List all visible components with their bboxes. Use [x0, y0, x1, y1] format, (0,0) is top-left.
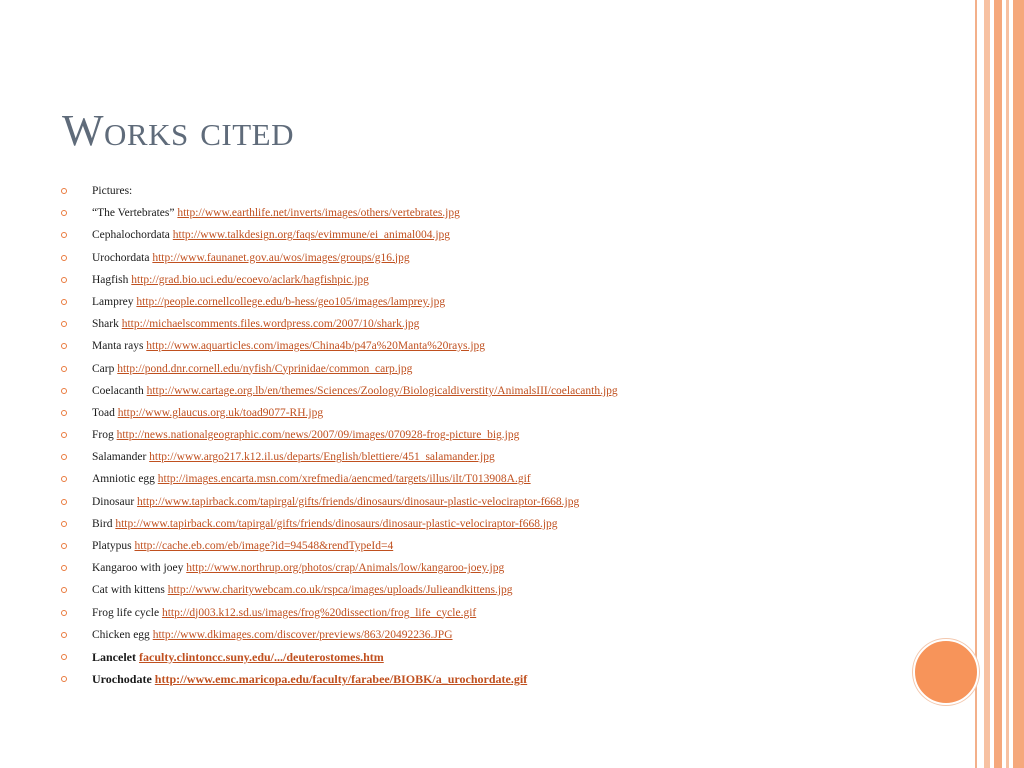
- circle-bullet-icon: [61, 255, 67, 261]
- circle-bullet-icon: [61, 321, 67, 327]
- list-item: [60, 670, 618, 692]
- list-item: [60, 315, 618, 337]
- circle-bullet-icon: [61, 388, 67, 394]
- circle-bullet-icon: [61, 632, 67, 638]
- list-item: [60, 493, 618, 515]
- list-item: [60, 293, 618, 315]
- circle-bullet-icon: [61, 366, 67, 372]
- reference-label: Urochodate: [92, 672, 152, 687]
- list-item: [60, 515, 618, 537]
- circle-bullet-icon: [61, 210, 67, 216]
- list-item: [60, 470, 618, 492]
- reference-label: Frog: [92, 429, 114, 442]
- list-item: [60, 604, 618, 626]
- circle-bullet-icon: [61, 232, 67, 238]
- reference-label: Chicken egg: [92, 628, 150, 641]
- reference-link[interactable]: http://pond.dnr.cornell.edu/nyfish/Cyprinidae/common_carp.jpg: [117, 362, 413, 375]
- decorative-circle: [913, 639, 979, 705]
- slide-title: Works cited: [62, 106, 294, 155]
- reference-link[interactable]: http://news.nationalgeographic.com/news/2007/09/images/070928-frog-picture_big.jpg: [116, 429, 520, 442]
- reference-label: Manta rays: [92, 340, 144, 353]
- circle-bullet-icon: [61, 188, 67, 194]
- reference-label: Hagfish: [92, 273, 129, 286]
- reference-link[interactable]: http://www.tapirback.com/tapirgal/gifts/friends/dinosaurs/dinosaur-plastic-velociraptor-f668.jpg: [115, 517, 558, 530]
- list-item: [60, 337, 618, 359]
- reference-link[interactable]: http://michaelscomments.files.wordpress.com/2007/10/shark.jpg: [121, 318, 420, 331]
- circle-bullet-icon: [61, 277, 67, 283]
- circle-bullet-icon: [61, 676, 67, 682]
- list-item: [60, 360, 618, 382]
- list-item: [60, 448, 618, 470]
- reference-link[interactable]: http://www.aquarticles.com/images/China4b/p47a%20Manta%20rays.jpg: [146, 340, 486, 353]
- circle-bullet-icon: [61, 587, 67, 593]
- reference-label: Cephalochordata: [92, 229, 170, 242]
- reference-label: Salamander: [92, 451, 147, 464]
- circle-bullet-icon: [61, 299, 67, 305]
- circle-bullet-icon: [61, 476, 67, 482]
- list-item: [60, 204, 618, 226]
- list-item: [60, 581, 618, 603]
- list-item: [60, 249, 618, 271]
- reference-label: Lamprey: [92, 295, 134, 308]
- reference-label: “The Vertebrates”: [92, 207, 175, 220]
- reference-label: Dinosaur: [92, 495, 135, 508]
- reference-link[interactable]: http://www.faunanet.gov.au/wos/images/groups/g16.jpg: [152, 251, 410, 264]
- list-item: [60, 426, 618, 448]
- circle-bullet-icon: [61, 343, 67, 349]
- reference-link[interactable]: http://images.encarta.msn.com/xrefmedia/aencmed/targets/illus/ilt/T013908A.gif: [157, 473, 531, 486]
- reference-link[interactable]: http://people.cornellcollege.edu/b-hess/geo105/images/lamprey.jpg: [136, 295, 446, 308]
- circle-bullet-icon: [61, 454, 67, 460]
- reference-list: [60, 182, 618, 692]
- circle-bullet-icon: [61, 410, 67, 416]
- list-item: [60, 226, 618, 248]
- reference-label: Carp: [92, 362, 115, 375]
- reference-label: Urochordata: [92, 251, 150, 264]
- circle-bullet-icon: [61, 499, 67, 505]
- reference-label: Bird: [92, 517, 113, 530]
- reference-link[interactable]: faculty.clintoncc.suny.edu/.../deuterostomes.htm: [139, 649, 384, 664]
- list-item: [60, 648, 618, 670]
- reference-link[interactable]: http://cache.eb.com/eb/image?id=94548&rendTypeId=4: [134, 540, 394, 552]
- reference-link[interactable]: http://www.northrup.org/photos/crap/Animals/low/kangaroo-joey.jpg: [186, 562, 505, 575]
- list-item: [60, 382, 618, 404]
- reference-link[interactable]: http://www.earthlife.net/inverts/images/others/vertebrates.jpg: [177, 207, 460, 220]
- decorative-stripe: [1006, 0, 1009, 768]
- reference-link[interactable]: http://www.dkimages.com/discover/previews/863/20492236.JPG: [152, 628, 453, 641]
- reference-link[interactable]: http://www.cartage.org.lb/en/themes/Sciences/Zoology/Biologicaldiverstity/AnimalsIII/coelacanth.jpg: [146, 384, 618, 397]
- reference-label: Amniotic egg: [92, 473, 155, 486]
- reference-link[interactable]: http://grad.bio.uci.edu/ecoevo/aclark/hagfishpic.jpg: [131, 273, 369, 286]
- reference-link[interactable]: http://www.glaucus.org.uk/toad9077-RH.jpg: [117, 406, 324, 419]
- reference-label: Pictures:: [92, 185, 133, 197]
- list-item: [60, 404, 618, 426]
- list-item: [60, 626, 618, 648]
- circle-bullet-icon: [61, 432, 67, 438]
- reference-label: Toad: [92, 406, 115, 419]
- circle-bullet-icon: [61, 543, 67, 549]
- reference-link[interactable]: http://www.argo217.k12.il.us/departs/English/blettiere/451_salamander.jpg: [149, 451, 495, 464]
- reference-link[interactable]: http://www.charitywebcam.co.uk/rspca/images/uploads/Julieandkittens.jpg: [167, 584, 513, 597]
- reference-label: Frog life cycle: [92, 606, 160, 619]
- list-item: [60, 182, 618, 204]
- list-item: [60, 271, 618, 293]
- reference-label: Shark: [92, 318, 119, 331]
- reference-label: Cat with kittens: [92, 584, 165, 597]
- reference-link[interactable]: http://www.talkdesign.org/faqs/evimmune/ei_animal004.jpg: [172, 229, 451, 242]
- decorative-stripe: [994, 0, 1002, 768]
- circle-bullet-icon: [61, 610, 67, 616]
- reference-label: Coelacanth: [92, 384, 144, 397]
- reference-link[interactable]: http://dj003.k12.sd.us/images/frog%20dissection/frog_life_cycle.gif: [161, 606, 477, 619]
- reference-label: Lancelet: [92, 649, 136, 664]
- reference-link[interactable]: http://www.tapirback.com/tapirgal/gifts/friends/dinosaurs/dinosaur-plastic-velociraptor-f668.jpg: [137, 495, 580, 508]
- reference-link[interactable]: http://www.emc.maricopa.edu/faculty/farabee/BIOBK/a_urochordate.gif: [154, 672, 528, 687]
- circle-bullet-icon: [61, 521, 67, 527]
- circle-bullet-icon: [61, 565, 67, 571]
- list-item: [60, 537, 618, 559]
- reference-label: Kangaroo with joey: [92, 562, 184, 575]
- circle-bullet-icon: [61, 654, 67, 660]
- decorative-stripe: [984, 0, 990, 768]
- reference-label: Platypus: [92, 540, 132, 552]
- list-item: [60, 559, 618, 581]
- decorative-stripe: [1013, 0, 1024, 768]
- decorative-stripe: [975, 0, 977, 768]
